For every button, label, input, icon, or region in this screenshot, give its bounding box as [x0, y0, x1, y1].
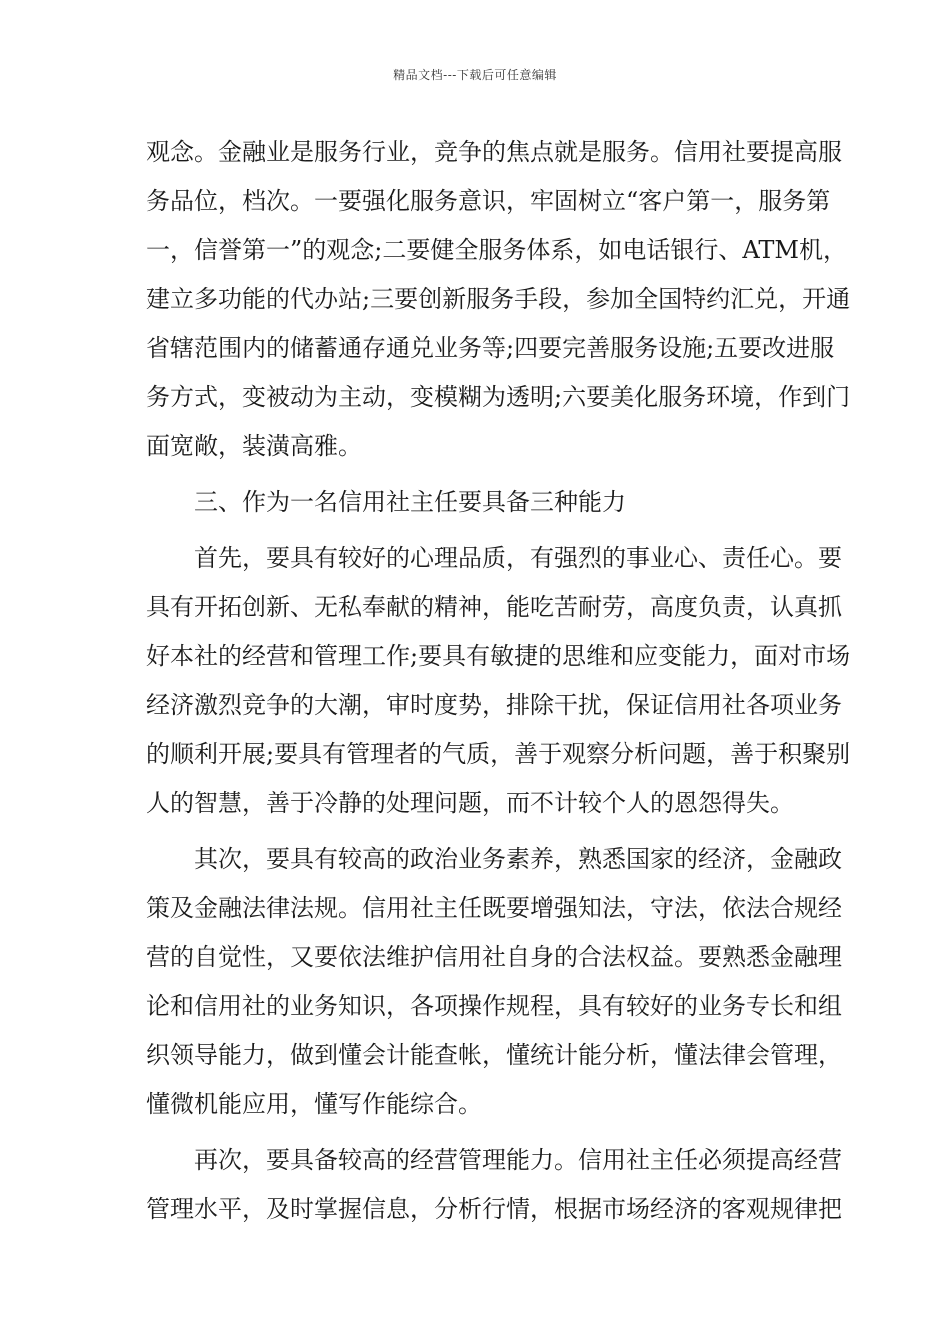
- text-line: 建立多功能的代办站;三要创新服务手段，参加全国特约汇兑，开通: [146, 285, 851, 313]
- text-line: 省辖范围内的储蓄通存通兑业务等;四要完善服务设施;五要改进服: [146, 334, 835, 362]
- text-line: 织领导能力，做到懂会计能查帐，懂统计能分析，懂法律会管理，: [146, 1041, 842, 1069]
- text-line: 一，信誉第一”的观念;二要健全服务体系，如电话银行、ATM机，: [146, 236, 847, 264]
- text-line: 务品位，档次。一要强化服务意识，牢固树立“客户第一，服务第: [146, 187, 831, 215]
- text-line: 管理水平，及时掌握信息，分析行情，根据市场经济的客观规律把: [146, 1195, 842, 1223]
- text-line: 的顺利开展;要具有管理者的气质，善于观察分析问题，善于积聚别: [146, 740, 851, 768]
- text-line: 观念。金融业是服务行业，竞争的焦点就是服务。信用社要提高服: [146, 138, 842, 166]
- text-line: 首先，要具有较好的心理品质，有强烈的事业心、责任心。要: [146, 544, 842, 572]
- text-line: 务方式，变被动为主动，变模糊为透明;六要美化服务环境，作到门: [146, 383, 851, 411]
- text-line: 好本社的经营和管理工作;要具有敏捷的思维和应变能力，面对市场: [146, 642, 851, 670]
- document-body: [146, 128, 851, 1234]
- text-line: 论和信用社的业务知识，各项操作规程，具有较好的业务专长和组: [146, 992, 842, 1020]
- page-header: 精品文档---下载后可任意编辑: [393, 68, 557, 82]
- text-line: 面宽敞，装潢高雅。: [146, 432, 362, 460]
- paragraph-service-concept: [146, 128, 851, 471]
- paragraph-first-ability: [146, 534, 851, 828]
- text-line: 其次，要具有较高的政治业务素养，熟悉国家的经济，金融政: [146, 845, 842, 873]
- paragraph-second-ability: [146, 835, 842, 1129]
- text-line: 经济激烈竞争的大潮，审时度势，排除干扰，保证信用社各项业务: [146, 691, 842, 719]
- heading-line: 三、作为一名信用社主任要具备三种能力: [146, 488, 626, 516]
- text-line: 营的自觉性，又要依法维护信用社自身的合法权益。要熟悉金融理: [146, 943, 842, 971]
- paragraph-third-ability: [146, 1136, 842, 1234]
- text-line: 具有开拓创新、无私奉献的精神，能吃苦耐劳，高度负责，认真抓: [146, 593, 842, 621]
- text-line: 再次，要具备较高的经营管理能力。信用社主任必须提高经营: [146, 1146, 842, 1174]
- text-line: 策及金融法律法规。信用社主任既要增强知法，守法，依法合规经: [146, 894, 842, 922]
- section-heading: [146, 478, 812, 527]
- text-line: 懂微机能应用，懂写作能综合。: [146, 1090, 482, 1118]
- text-line: 人的智慧，善于冷静的处理问题，而不计较个人的恩怨得失。: [146, 789, 794, 817]
